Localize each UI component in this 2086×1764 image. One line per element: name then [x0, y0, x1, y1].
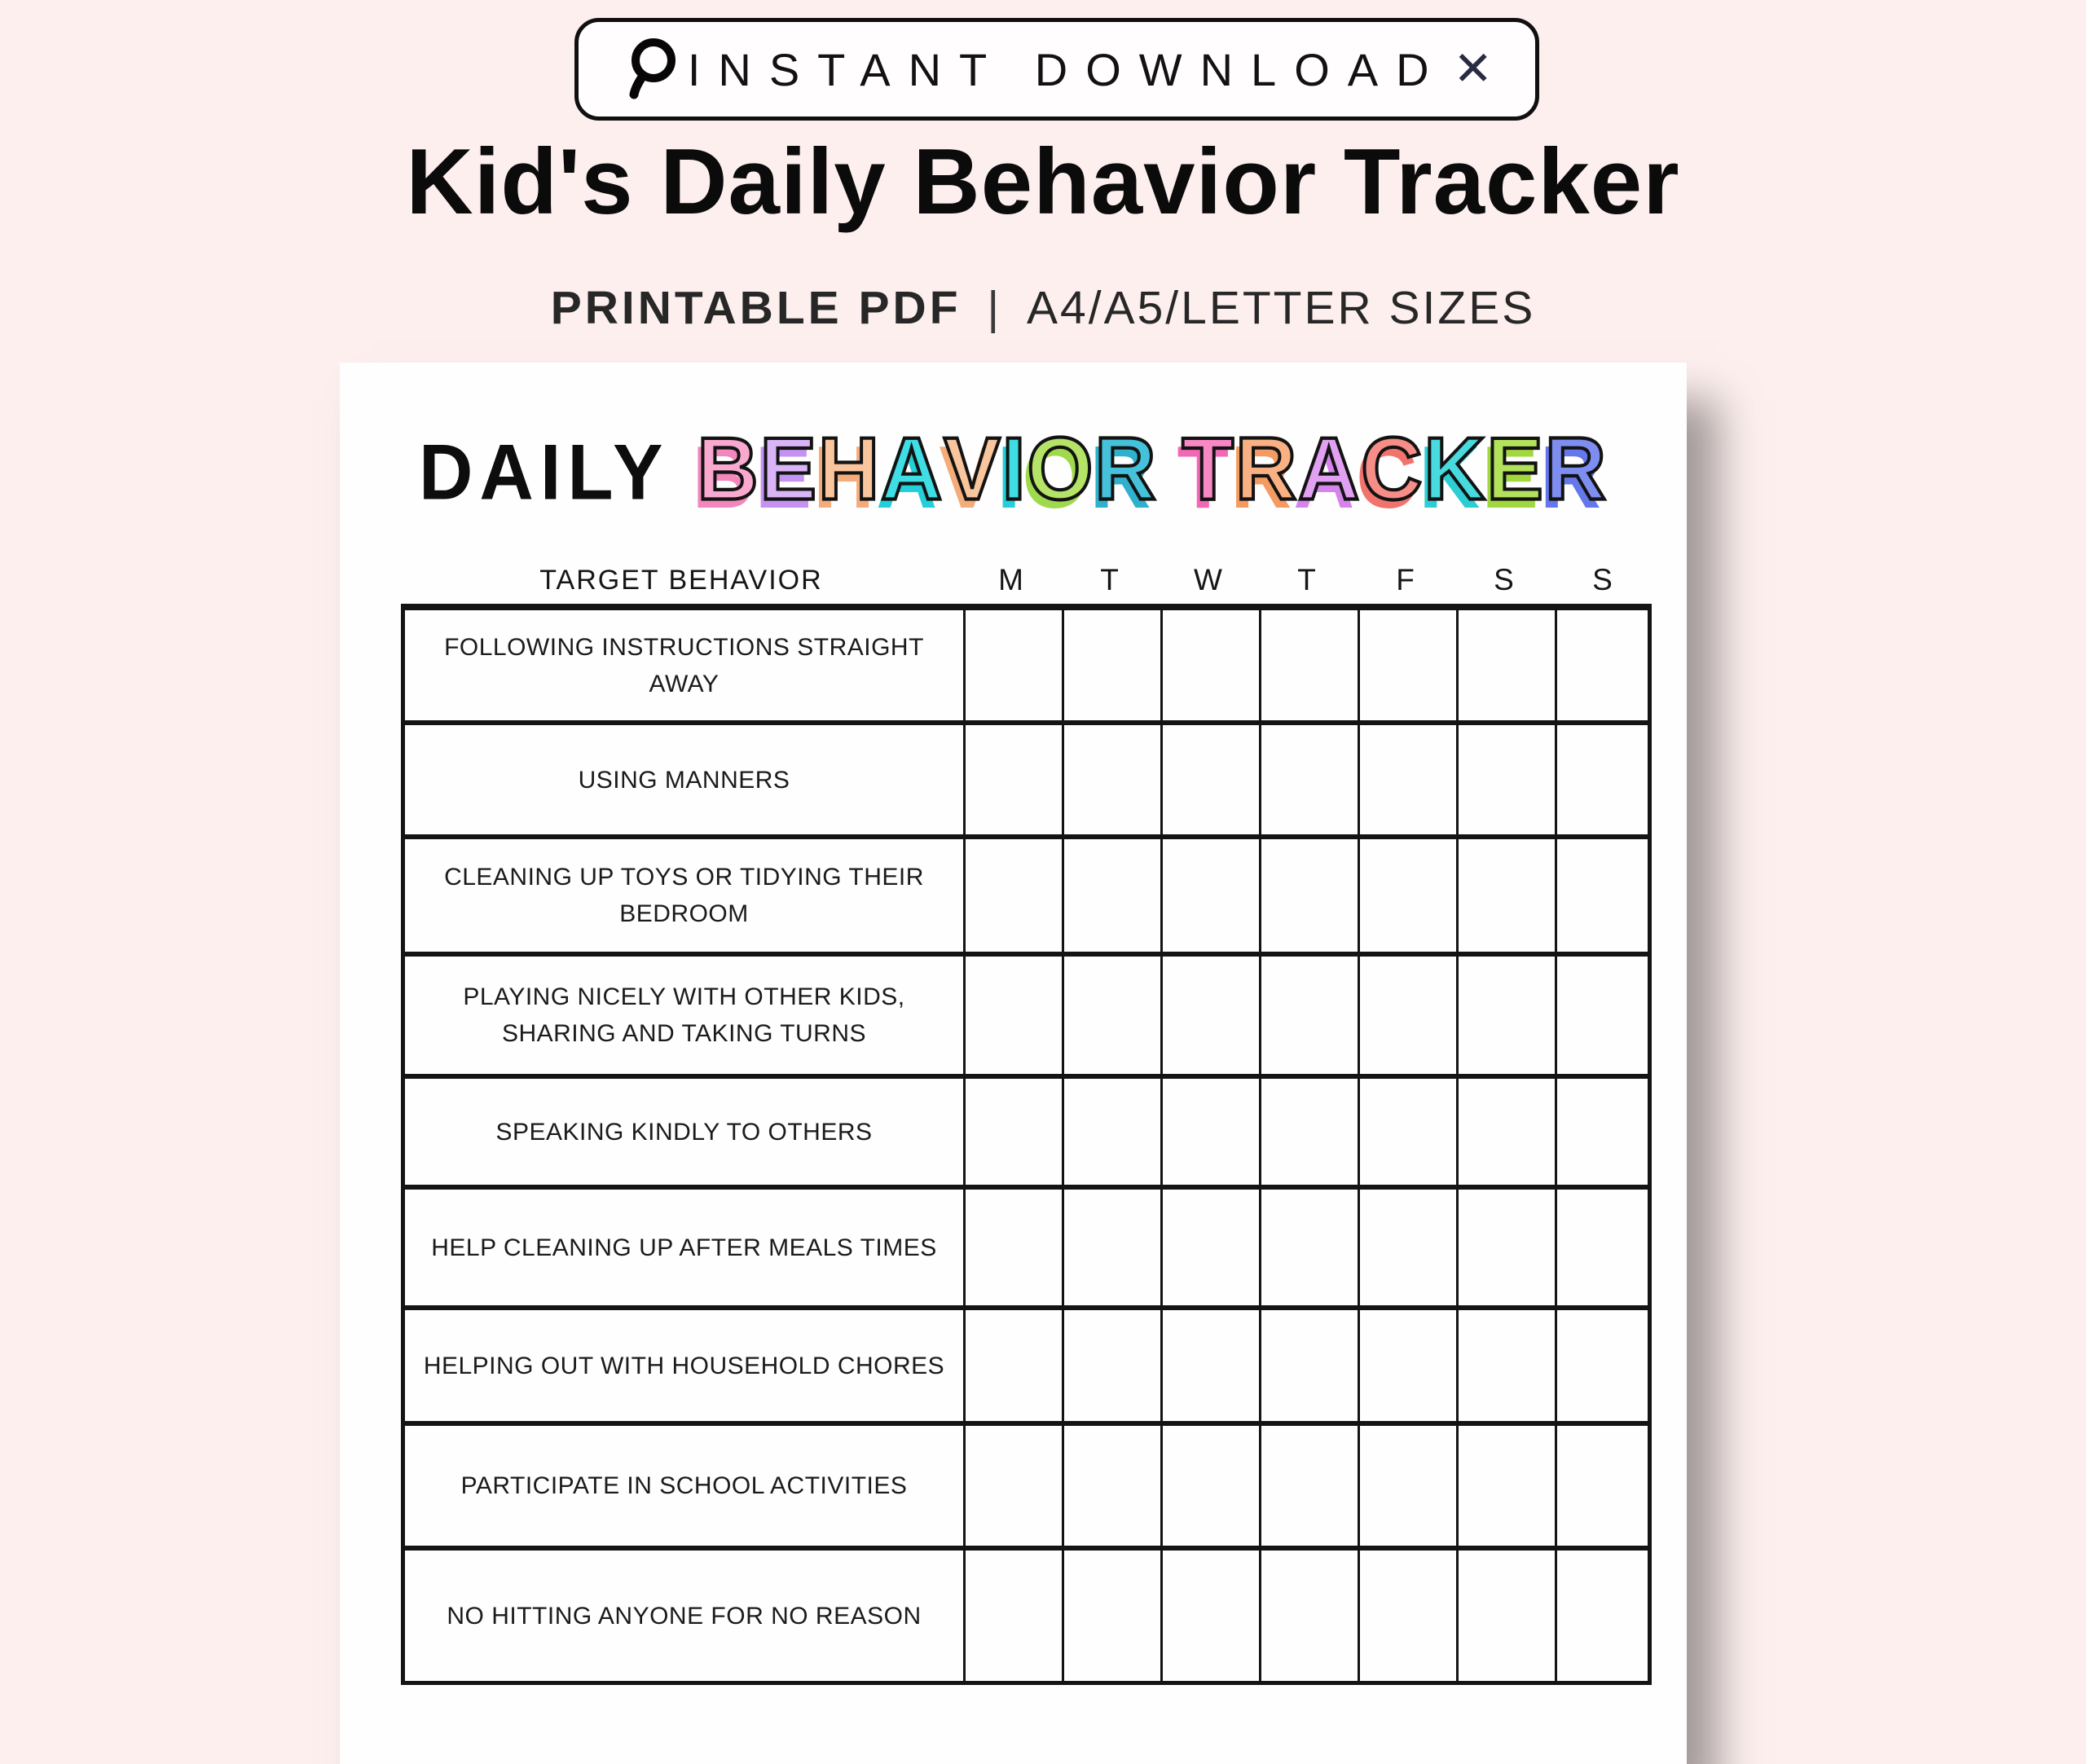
day-cell [1064, 1310, 1163, 1421]
day-cell [1360, 839, 1459, 952]
day-cell [966, 1426, 1064, 1546]
day-cell [1459, 1426, 1557, 1546]
table-row [405, 1310, 1648, 1426]
day-cell [1557, 610, 1656, 720]
instant-download-badge [574, 18, 1539, 121]
day-cell [966, 610, 1064, 720]
day-cell [966, 839, 1064, 952]
table-row [405, 1426, 1648, 1551]
day-cell [1360, 610, 1459, 720]
table-header-row [401, 556, 1652, 604]
day-cell [1064, 839, 1163, 952]
day-header: T [1100, 563, 1119, 596]
day-cell [1360, 1079, 1459, 1185]
tracker-table [401, 604, 1652, 1685]
badge-label: INSTANT DOWNLOAD [687, 43, 1447, 95]
heading-letter: T [1182, 420, 1236, 519]
day-header: S [1494, 563, 1514, 596]
day-cell [1261, 957, 1360, 1074]
day-cell [966, 1310, 1064, 1421]
day-cell [966, 1079, 1064, 1185]
table-row [405, 1079, 1648, 1190]
page-title: Kid's Daily Behavior Tracker [406, 130, 1680, 234]
behavior-cell: SPEAKING KINDLY TO OTHERS [405, 1079, 966, 1185]
day-cell [1360, 1190, 1459, 1305]
printable-sheet-preview [340, 363, 1687, 1764]
day-cell [1064, 610, 1163, 720]
close-icon: ✕ [1453, 42, 1493, 95]
day-cell [1557, 839, 1656, 952]
heading-letter: E [1486, 420, 1545, 519]
subtitle-sizes: A4/A5/LETTER SIZES [1027, 282, 1536, 334]
search-icon [621, 36, 681, 103]
day-cell [1557, 1079, 1656, 1185]
day-header: S [1592, 563, 1613, 596]
day-cell [1163, 610, 1261, 720]
day-cell [1459, 1310, 1557, 1421]
day-cell [1163, 1426, 1261, 1546]
heading-letter: V [944, 420, 1002, 519]
subtitle-separator: | [987, 282, 1001, 334]
heading-word [1182, 421, 1608, 518]
day-header: T [1297, 563, 1316, 596]
subtitle-format: PRINTABLE PDF [550, 282, 962, 334]
day-cell [1557, 1426, 1656, 1546]
target-behavior-header: TARGET BEHAVIOR [539, 564, 823, 596]
heading-word [698, 421, 1158, 518]
heading-letter: R [1094, 420, 1158, 519]
day-cell [1261, 1426, 1360, 1546]
day-cell [1261, 1079, 1360, 1185]
day-cell [1261, 610, 1360, 720]
day-cell [1557, 1551, 1656, 1681]
table-row [405, 725, 1648, 839]
day-cell [1557, 725, 1656, 834]
sheet-heading [340, 421, 1687, 518]
heading-letter: C [1361, 420, 1424, 519]
day-cell [1163, 1190, 1261, 1305]
behavior-cell: NO HITTING ANYONE FOR NO REASON [405, 1551, 966, 1681]
day-cell [1360, 1551, 1459, 1681]
day-cell [1459, 1551, 1557, 1681]
day-cell [1163, 839, 1261, 952]
heading-letter: B [697, 420, 760, 519]
day-header: F [1396, 563, 1415, 596]
heading-letter: I [1001, 420, 1028, 519]
day-cell [1360, 725, 1459, 834]
day-cell [1163, 1079, 1261, 1185]
day-cell [1261, 1310, 1360, 1421]
day-cell [1360, 1426, 1459, 1546]
day-header: W [1194, 563, 1222, 596]
sheet-heading-daily: DAILY [418, 429, 670, 517]
day-cell [966, 957, 1064, 1074]
page-subtitle [0, 281, 2086, 335]
heading-colored-words [698, 421, 1608, 518]
day-cell [1163, 957, 1261, 1074]
table-row [405, 839, 1648, 957]
day-cell [1064, 1551, 1163, 1681]
day-header: M [998, 563, 1023, 596]
day-cell [1557, 957, 1656, 1074]
behavior-cell: USING MANNERS [405, 725, 966, 834]
day-cell [1261, 1190, 1360, 1305]
behavior-cell: PLAYING NICELY WITH OTHER KIDS, SHARING AND TAKING TURNS [405, 957, 966, 1074]
day-cell [1163, 1310, 1261, 1421]
day-cell [1557, 1310, 1656, 1421]
heading-letter: H [818, 420, 882, 519]
day-cell [1459, 957, 1557, 1074]
day-cell [1261, 839, 1360, 952]
table-row [405, 957, 1648, 1079]
heading-letter: R [1235, 420, 1299, 519]
day-cell [1064, 957, 1163, 1074]
behavior-cell: CLEANING UP TOYS OR TIDYING THEIR BEDROOM [405, 839, 966, 952]
heading-letter: E [759, 420, 819, 519]
tracker-sheet [401, 556, 1652, 1685]
behavior-cell: HELPING OUT WITH HOUSEHOLD CHORES [405, 1310, 966, 1421]
heading-letter: K [1424, 420, 1487, 519]
day-cell [966, 1551, 1064, 1681]
day-cell [1459, 1079, 1557, 1185]
day-cell [1459, 610, 1557, 720]
day-cell [1163, 725, 1261, 834]
day-cell [1163, 1551, 1261, 1681]
day-cell [1064, 725, 1163, 834]
day-cell [1459, 1190, 1557, 1305]
day-cell [1360, 1310, 1459, 1421]
behavior-cell: HELP CLEANING UP AFTER MEALS TIMES [405, 1190, 966, 1305]
day-cell [1261, 725, 1360, 834]
table-row [405, 1551, 1648, 1681]
day-cell [1557, 1190, 1656, 1305]
table-row [405, 1190, 1648, 1310]
behavior-cell: FOLLOWING INSTRUCTIONS STRAIGHT AWAY [405, 610, 966, 720]
day-cell [1459, 725, 1557, 834]
day-cell [1459, 839, 1557, 952]
heading-letter: O [1027, 420, 1095, 519]
heading-letter: A [881, 420, 944, 519]
day-cell [1064, 1079, 1163, 1185]
day-cell [1261, 1551, 1360, 1681]
day-cell [1360, 957, 1459, 1074]
table-row [405, 610, 1648, 725]
heading-letter: R [1544, 420, 1608, 519]
heading-letter: A [1298, 420, 1362, 519]
day-cell [966, 725, 1064, 834]
behavior-cell: PARTICIPATE IN SCHOOL ACTIVITIES [405, 1426, 966, 1546]
day-cell [1064, 1426, 1163, 1546]
day-cell [966, 1190, 1064, 1305]
day-cell [1064, 1190, 1163, 1305]
